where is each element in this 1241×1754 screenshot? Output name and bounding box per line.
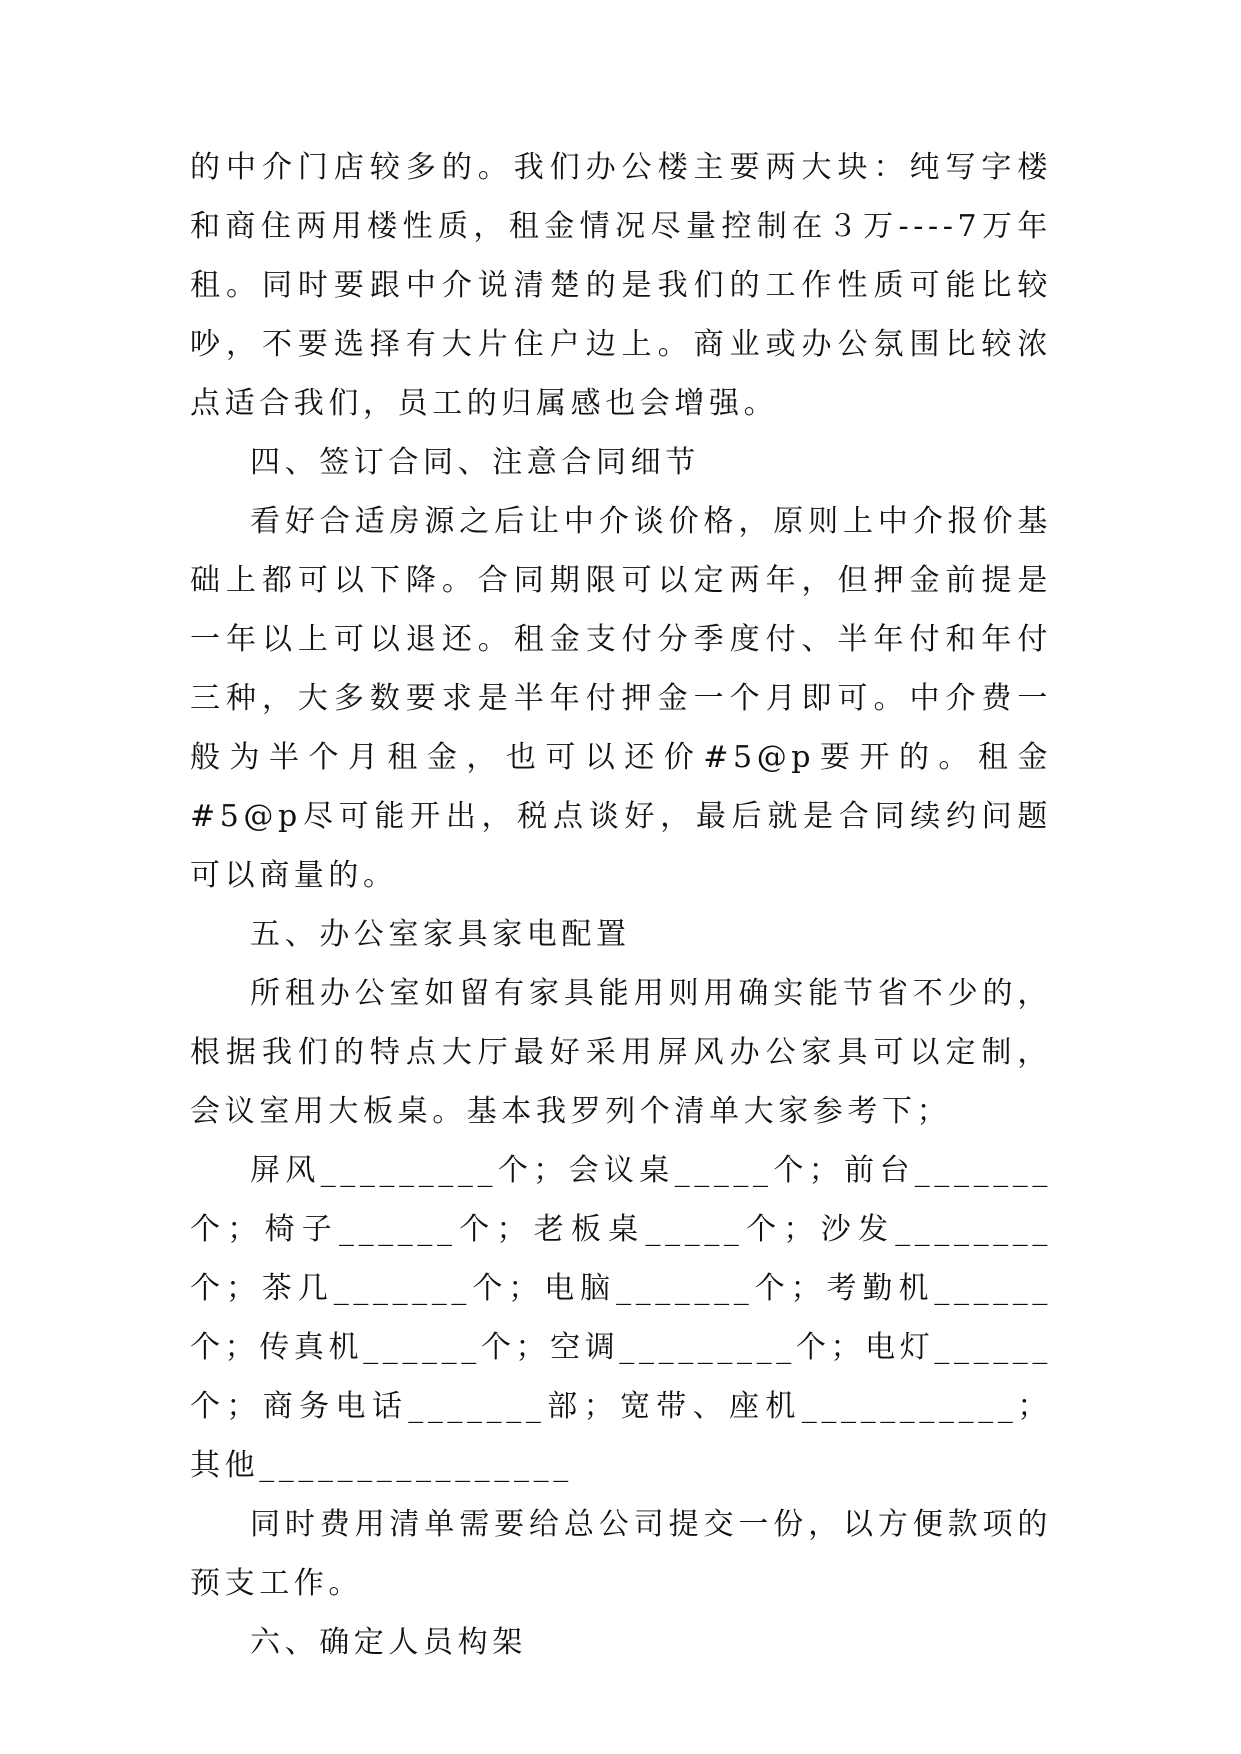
paragraph-furniture-list: 屏风_________个；会议桌_____个；前台_______个；椅子______个；老板桌_____个；沙发________个；茶几_______个；电脑_______个；考勤机______个；传真机______个；空调_________个；电灯______个；商务电话_______部；宽带、座机___________；其他________________ [190, 1153, 1052, 1483]
section-heading-staffing: 六、确定人员构架 [250, 1625, 527, 1660]
paragraph-furniture-intro: 所租办公室如留有家具能用则用确实能节省不少的，根据我们的特点大厅最好采用屏风办公家具可以定制，会议室用大板桌。基本我罗列个清单大家参考下； [190, 976, 1052, 1129]
paragraph-expense-list: 同时费用清单需要给总公司提交一份，以方便款项的预支工作。 [190, 1507, 1052, 1601]
section-heading-furniture: 五、办公室家具家电配置 [250, 917, 631, 952]
paragraph-contract-details: 看好合适房源之后让中介谈价格，原则上中介报价基础上都可以下降。合同期限可以定两年，但押金前提是一年以上可以退还。租金支付分季度付、半年付和年付三种，大多数要求是半年付押金一个月即可。中介费一般为半个月租金，也可以还价#5@p要开的。租金#5@p尽可能开出，税点谈好，最后就是合同续约问题可以商量的。 [190, 504, 1052, 893]
document-body [190, 138, 1052, 1672]
section-heading-contract: 四、签订合同、注意合同细节 [250, 445, 700, 480]
paragraph-office-types: 的中介门店较多的。我们办公楼主要两大块：纯写字楼和商住两用楼性质，租金情况尽量控制在３万----7万年租。同时要跟中介说清楚的是我们的工作性质可能比较吵，不要选择有大片住户边上。商业或办公氛围比较浓点适合我们，员工的归属感也会增强。 [190, 150, 1052, 421]
